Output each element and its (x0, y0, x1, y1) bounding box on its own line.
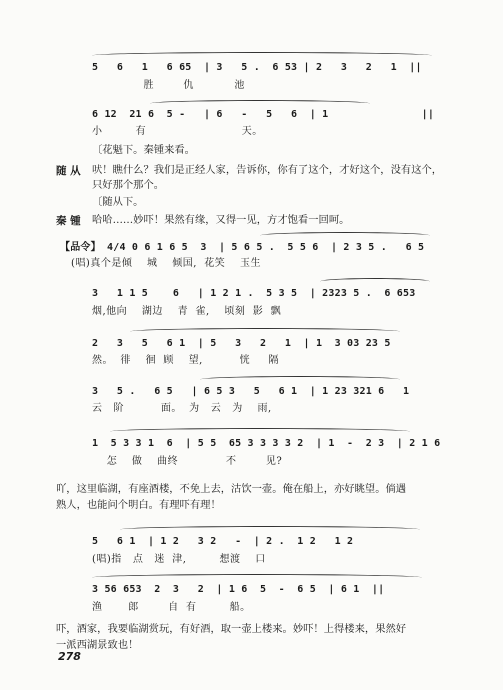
slur (120, 526, 420, 533)
aria-line-5-notes: 1 5 3 3 1 6 | 5 5 65 3 3 3 3 2 | 1 - 2 3 | 2 1 6 (92, 438, 441, 449)
score-line-2-lyrics: 小 有 天。 (92, 126, 263, 137)
dialogue-line: 只好那个那个。 (92, 179, 165, 191)
prose-line: 吓，酒家，我要临湖赏玩，有好酒，取一壶上楼来。妙吓！上得楼来，果然好 (56, 623, 407, 635)
aria2-line-2-lyrics: 渔 郎 自 有 船。 (92, 602, 251, 613)
aria-line-2-notes: 3 1 1 5 6 | 1 2 1 . 5 3 5 | 2323 5 . 6 653 (92, 288, 416, 299)
slur (260, 232, 430, 239)
score-line-1-notes: 5 6 1 6 65 | 3 5 . 6 53 | 2 3 2 1 || (92, 62, 422, 73)
aria-line-1-notes: 【品令】 4/4 0 6 1 6 5 3 | 5 6 5 . 5 5 6 | 2 3 5 . 6 5 (60, 242, 425, 253)
slur (150, 100, 370, 107)
prose-line: 吖，这里临湖，有座酒楼，不免上去，沽饮一壶。俺在船上，亦好眺望。倘遇 (56, 483, 407, 495)
dialogue-line: 吠！瞧什么？我们是正经人家，告诉你，你有了这个，才好这个，没有这个， (92, 164, 443, 176)
score-line-1-lyrics: 胜 仇 池 (92, 80, 245, 91)
slur (92, 52, 432, 59)
aria-line-4-notes: 3 5 . 6 5 | 6 5 3 5 6 1 | 1 23 321 6 1 (92, 386, 410, 397)
aria-line-2-lyrics: 烟,他向 湖边 青 雀, 顷刻 影 飘 (92, 306, 282, 317)
speaker-name: 秦 锺 (56, 215, 81, 227)
slur (200, 376, 400, 383)
prose-line: 熟人，也能问个明白。有理吓有理！ (56, 499, 221, 511)
aria-line-3-lyrics: 然。 徘 徊 顾 望, 恍 隔 (92, 355, 280, 366)
slur (110, 428, 410, 435)
slur (92, 574, 422, 581)
aria-line-4-lyrics: 云 阶 面。 为 云 为 雨, (92, 403, 272, 414)
speaker-name: 随 从 (56, 165, 81, 177)
page-number: 278 (58, 650, 81, 663)
stage-direction-2: 〔随从下。 (92, 196, 144, 208)
aria2-line-2-notes: 3 56 653 2 3 2 | 1 6 5 - 6 5 | 6 1 || (92, 584, 385, 595)
aria-line-1-lyrics: (唱)真个是倾 城 倾国, 花笑 玉生 (60, 258, 262, 269)
aria-line-5-lyrics: 怎 做 曲终 不 见? (92, 456, 283, 467)
slur (320, 278, 430, 285)
stage-direction-1: 〔花魁下。秦锺来看。 (92, 144, 195, 156)
aria2-line-1-lyrics: (唱)指 点 迷 津, 想渡 口 (92, 554, 266, 565)
dialogue-line: 哈哈……妙吓！果然有缘，又得一见，方才饱看一回呵。 (92, 214, 350, 226)
aria-line-3-notes: 2 3 5 6 1 | 5 3 2 1 | 1 3 03 23 5 (92, 338, 391, 349)
score-line-2-notes: 6 12 21 6 5 - | 6 - 5 6 | 1 || (92, 109, 435, 120)
aria2-line-1-notes: 5 6 1 | 1 2 3 2 - | 2 . 1 2 1 2 (92, 536, 354, 547)
prose-line: 一派西湖景致也！ (56, 639, 139, 651)
slur (130, 328, 400, 335)
